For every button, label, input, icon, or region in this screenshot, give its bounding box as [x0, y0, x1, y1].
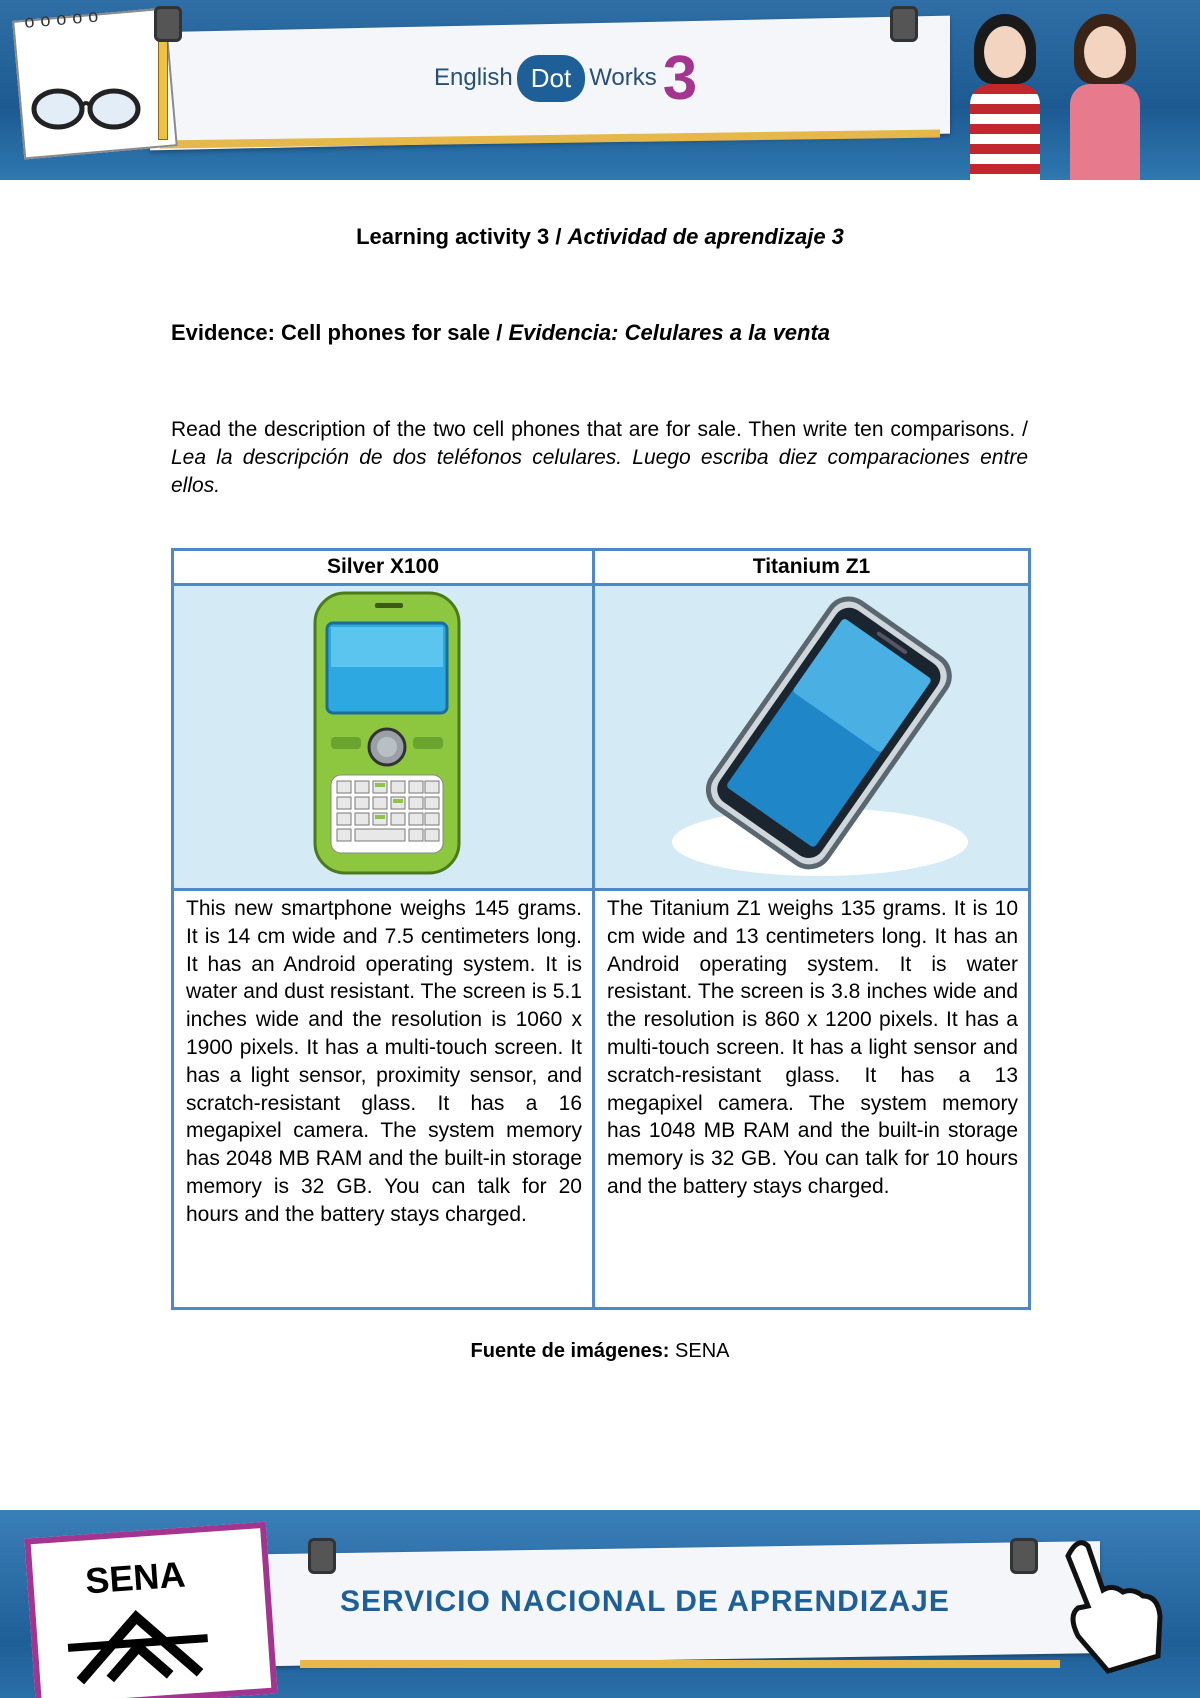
- evidence-heading: Evidence: Cell phones for sale / Evidencia: Celulares a la venta: [171, 320, 831, 345]
- pencil-icon: [158, 28, 168, 140]
- green-qwerty-phone-icon: [175, 587, 596, 887]
- logo-number: 3: [662, 43, 698, 113]
- phones-comparison-table: [171, 548, 1031, 1310]
- english-dot-works-logo: [434, 43, 698, 113]
- header-banner: [0, 0, 1200, 180]
- image-source-note: [0, 1340, 1200, 1363]
- sena-logo-text: SENA: [83, 1553, 187, 1602]
- logo-english-text: English: [434, 64, 513, 91]
- source-value: SENA: [669, 1340, 730, 1362]
- footer-banner: [0, 1510, 1200, 1698]
- phone1-description: This new smartphone weighs 145 grams. It is 14 cm wide and 7.5 centimeters long. It has an Android operating system. It is water and dust resistant. The screen is 5.1 inches wide and the resolution is 1060 x 1900 pixels. It has a multi-touch screen. It has a light sensor, proximity sensor, and scratch-resistant glass. It has a 16 megapixel camera. The system memory has 2048 MB RAM and the built-in storage memory is 32 GB. You can talk for 20 hours and the battery stays charged.: [173, 890, 594, 1309]
- phone2-description: The Titanium Z1 weighs 135 grams. It is 10 cm wide and 13 centimeters long. It has an Android operating system. It is water resistant. The screen is 3.8 inches wide and the resolution is 860 x 1200 pixels. It has a multi-touch screen. It has a light sensor and scratch-resistant glass. It has a 13 megapixel camera. The system memory has 1048 MB RAM and the built-in storage memory is 32 GB. You can talk for 10 hours and the battery stays charged.: [594, 890, 1030, 1309]
- phone2-name-header: Titanium Z1: [594, 550, 1030, 585]
- source-label: Fuente de imágenes:: [470, 1340, 670, 1362]
- sena-logo: [24, 1522, 277, 1698]
- binder-clip-icon: [154, 6, 182, 42]
- footer-accent-strip: [300, 1660, 1060, 1668]
- footer-banner-text: SERVICIO NACIONAL DE APRENDIZAJE: [340, 1585, 950, 1618]
- glasses-icon: [28, 82, 148, 136]
- logo-dot-bubble: Dot: [517, 55, 585, 102]
- instructions-paragraph: Read the description of the two cell phones that are for sale. Then write ten comparisons. / Lea la descripción de dos teléfonos celulares. Luego escriba diez comparaciones entre ellos.: [171, 418, 1028, 497]
- student-girl-illustration: [960, 6, 1050, 180]
- sena-emblem-icon: [46, 1599, 251, 1693]
- logo-works-text: Works: [589, 64, 657, 91]
- binder-clip-icon: [1010, 1538, 1038, 1574]
- page-title: Learning activity 3 / Actividad de aprendizaje 3: [356, 224, 844, 249]
- phone2-image-cell: [594, 585, 1030, 890]
- binder-clip-icon: [308, 1538, 336, 1574]
- student-girl-with-glasses-illustration: [1060, 6, 1150, 180]
- phone1-image-cell: [173, 585, 594, 890]
- touchscreen-smartphone-icon: [596, 587, 1032, 887]
- phone1-name-header: Silver X100: [173, 550, 594, 585]
- notebook-rings-icon: ooooo: [23, 4, 105, 32]
- binder-clip-icon: [890, 6, 918, 42]
- pointing-hand-cursor-icon: [1048, 1536, 1168, 1676]
